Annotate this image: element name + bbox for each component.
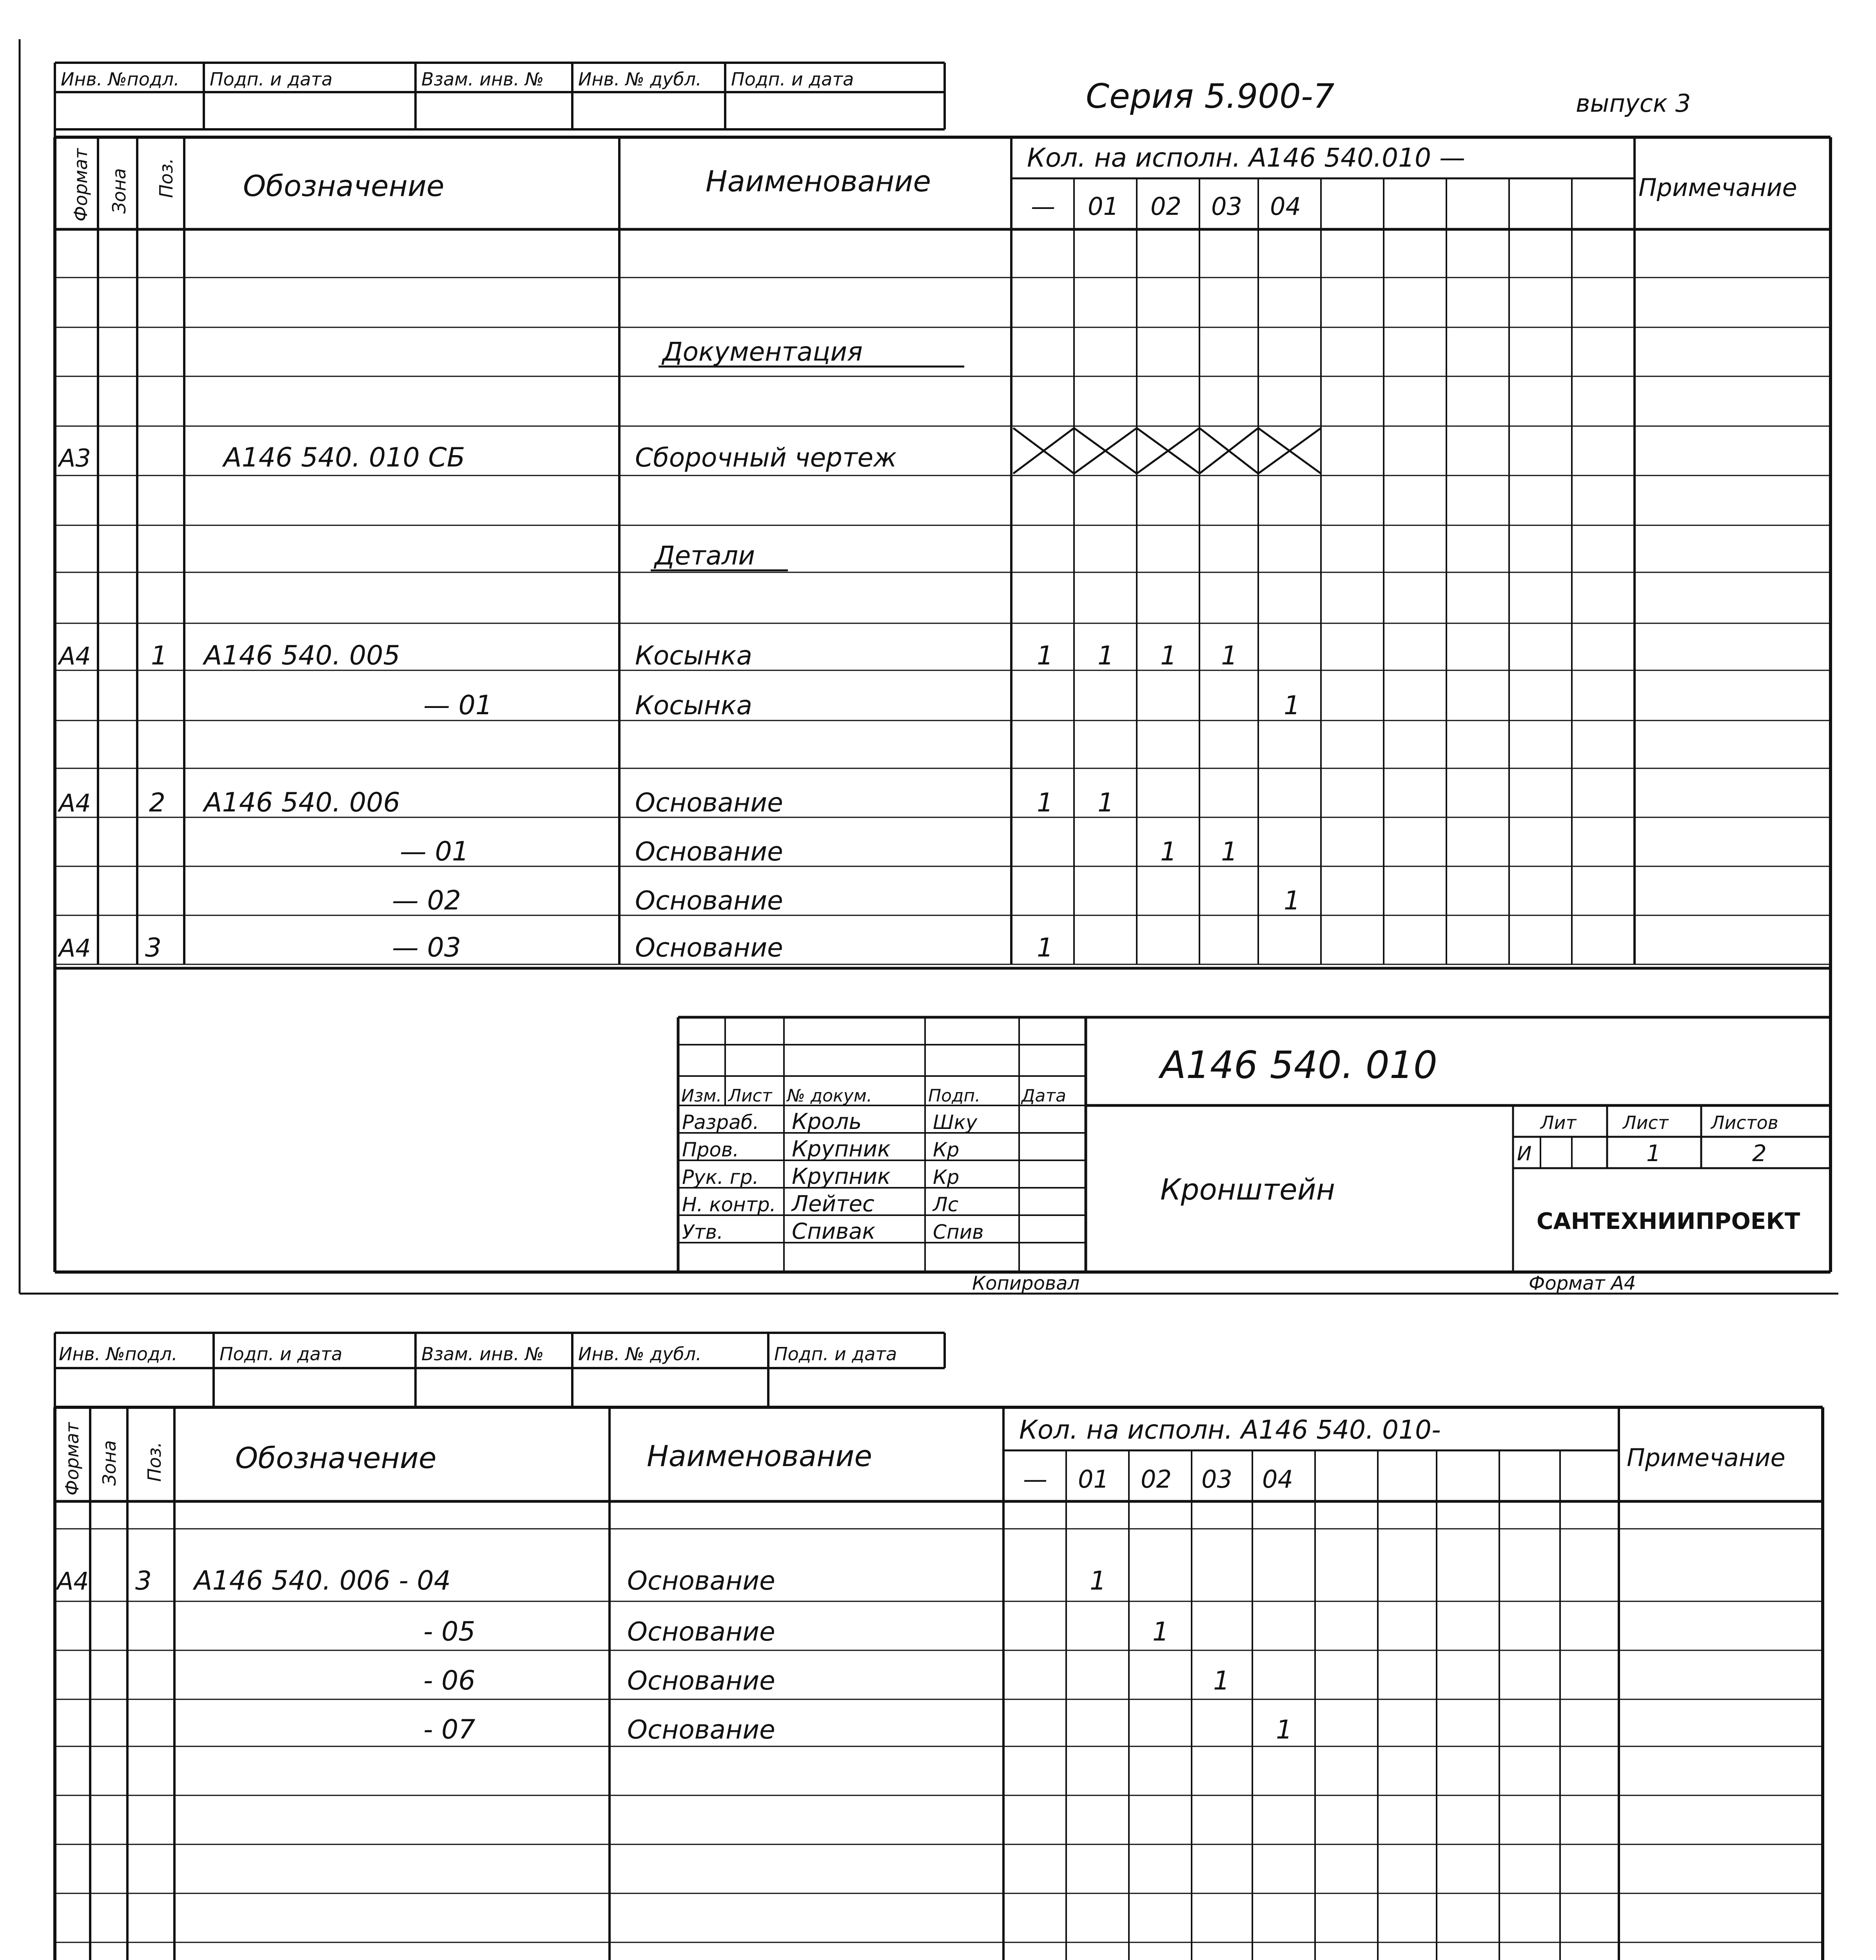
table-row <box>423 1714 1292 1745</box>
stamp-label: Подп. и дата <box>210 69 333 90</box>
cell-qty: 1 <box>1098 641 1114 671</box>
header-designation: Обозначение <box>235 1441 437 1475</box>
variant-header: 01 <box>1078 1465 1109 1494</box>
table-row <box>423 1616 1169 1647</box>
tb-label: Изм. <box>681 1086 722 1106</box>
cell-qty: 1 <box>1090 1566 1106 1596</box>
cell-qty: 1 <box>1037 933 1053 963</box>
sheets-total: 2 <box>1752 1140 1767 1167</box>
product-name: Кронштейн <box>1160 1173 1335 1207</box>
tb-label: Лист <box>728 1086 772 1106</box>
cell-format: А4 <box>59 642 91 670</box>
table-row <box>400 836 1237 867</box>
lit-value: И <box>1517 1142 1532 1165</box>
header-zone: Зона <box>99 1440 120 1486</box>
variant-header: 04 <box>1262 1465 1293 1494</box>
cell-designation: А146 540. 006 - 04 <box>194 1565 451 1596</box>
cell-designation: А146 540. 005 <box>204 640 400 671</box>
cell-designation: - 06 <box>423 1665 475 1696</box>
table-row <box>392 885 1300 916</box>
variant-header: — <box>1023 1465 1047 1494</box>
signature: Шку <box>933 1111 978 1134</box>
title-block-1 <box>678 1017 1831 1272</box>
header-note: Примечание <box>1627 1443 1785 1472</box>
variant-header: 02 <box>1150 192 1181 221</box>
cell-name: Основание <box>635 837 783 867</box>
cell-designation: — 01 <box>400 836 469 867</box>
stamp-label: Инв. № дубл. <box>578 69 702 90</box>
cell-qty: 1 <box>1037 641 1053 671</box>
variant-header: 03 <box>1201 1465 1232 1494</box>
series-label: Серия 5.900-7 <box>1086 77 1335 116</box>
signature: Кр <box>933 1138 960 1161</box>
cell-name: Основание <box>635 933 783 963</box>
cell-name: Основание <box>635 788 783 818</box>
stamp-label: Инв. №подл. <box>61 69 180 90</box>
cell-qty: 1 <box>1160 641 1177 671</box>
sheets-label: Листов <box>1711 1112 1778 1133</box>
header-qty: Кол. на исполн. А146 540. 010- <box>1019 1415 1441 1445</box>
cell-qty: 1 <box>1276 1715 1292 1745</box>
cell-pos: 3 <box>145 933 161 963</box>
role-label: Утв. <box>682 1221 723 1243</box>
header-zone: Зона <box>109 168 130 214</box>
cell-name: Основание <box>635 886 783 916</box>
crossed-cells <box>1013 428 1321 474</box>
cell-format: А4 <box>57 1567 89 1595</box>
stamp-label: Подп. и дата <box>731 69 854 90</box>
role-name: Крупник <box>792 1164 891 1189</box>
header-name: Наименование <box>706 165 931 198</box>
cell-format: А4 <box>59 789 91 817</box>
cell-name: Основание <box>627 1617 775 1647</box>
cell-designation: - 07 <box>423 1714 475 1745</box>
cell-designation: — 02 <box>392 885 461 916</box>
role-name: Крупник <box>792 1136 891 1162</box>
header-name: Наименование <box>647 1439 873 1473</box>
table-row <box>57 787 1114 818</box>
copied-label: Копировал <box>972 1272 1080 1294</box>
header-note: Примечание <box>1638 173 1797 202</box>
cell-designation: А146 540. 006 <box>204 787 400 818</box>
cell-designation: — 03 <box>392 932 461 963</box>
tb-label: № докум. <box>787 1086 872 1106</box>
header-format: Формат <box>62 1422 83 1495</box>
cell-qty: 1 <box>1284 886 1300 916</box>
cell-pos: 3 <box>135 1566 152 1596</box>
stamp-label: Взам. инв. № <box>421 1343 544 1365</box>
cell-qty: 1 <box>1221 641 1237 671</box>
tb-label: Дата <box>1021 1086 1066 1106</box>
role-label: Рук. гр. <box>682 1166 759 1189</box>
signature: Спив <box>933 1221 984 1243</box>
variant-header: — <box>1031 192 1055 221</box>
header-format: Формат <box>70 148 91 221</box>
role-name: Кроль <box>792 1109 862 1134</box>
role-label: Н. контр. <box>682 1193 776 1216</box>
stamp-label: Инв. №подл. <box>59 1343 178 1365</box>
header-designation: Обозначение <box>243 169 445 203</box>
header-pos: Поз. <box>156 158 177 198</box>
cell-format: А3 <box>59 444 91 472</box>
doc-number: А146 540. 010 <box>1160 1043 1437 1087</box>
spec-table-2 <box>55 1407 1823 1960</box>
format-label: Формат А4 <box>1529 1272 1636 1294</box>
cell-qty: 1 <box>1284 690 1300 720</box>
variant-header: 01 <box>1088 192 1119 221</box>
cell-qty: 1 <box>1098 788 1114 818</box>
org-name: САНТЕХНИИПРОЕКТ <box>1537 1208 1800 1234</box>
table-row <box>423 690 1300 721</box>
issue-label: выпуск 3 <box>1576 89 1691 118</box>
cell-pos: 2 <box>149 788 165 818</box>
cell-name: Основание <box>627 1566 775 1596</box>
cell-name: Косынка <box>635 641 753 671</box>
signature: Лс <box>933 1193 959 1216</box>
cell-qty: 1 <box>1152 1617 1169 1647</box>
table-row <box>57 932 1053 963</box>
table-row <box>423 1665 1230 1696</box>
role-name: Лейтес <box>792 1191 874 1217</box>
variant-header: 02 <box>1141 1465 1172 1494</box>
stamp-label: Подп. и дата <box>220 1343 343 1365</box>
cell-qty: 1 <box>1221 837 1237 867</box>
table-row <box>57 640 1237 671</box>
cell-designation: А146 540. 010 СБ <box>223 442 465 473</box>
cell-name: Сборочный чертеж <box>635 443 897 473</box>
cell-qty: 1 <box>1160 837 1177 867</box>
stamp-strip <box>55 1333 945 1407</box>
sheet-number: 1 <box>1646 1140 1661 1167</box>
variant-header: 04 <box>1270 192 1301 221</box>
role-label: Разраб. <box>682 1111 759 1134</box>
section-heading: Детали <box>655 541 755 571</box>
cell-qty: 1 <box>1037 788 1053 818</box>
sheet-1 <box>20 39 1838 1294</box>
variant-header: 03 <box>1211 192 1242 221</box>
stamp-label: Инв. № дубл. <box>578 1343 702 1365</box>
role-label: Пров. <box>682 1138 739 1161</box>
header-qty: Кол. на исполн. А146 540.010 — <box>1027 143 1465 173</box>
signature: Кр <box>933 1166 960 1189</box>
role-name: Спивак <box>792 1219 876 1244</box>
cell-qty: 1 <box>1213 1666 1230 1696</box>
sheet-2 <box>55 1333 1862 1960</box>
cell-name: Основание <box>627 1666 775 1696</box>
header-pos: Поз. <box>144 1442 165 1482</box>
cell-format: А4 <box>59 934 91 962</box>
stamp-strip <box>55 63 945 137</box>
stamp-label: Взам. инв. № <box>421 69 544 90</box>
cell-designation: - 05 <box>423 1616 475 1647</box>
lit-label: Лит <box>1540 1112 1577 1133</box>
cell-designation: — 01 <box>423 690 493 721</box>
cell-name: Косынка <box>635 690 753 720</box>
sheet-label: Лист <box>1623 1112 1669 1133</box>
cell-pos: 1 <box>151 641 167 671</box>
spec-table-1 <box>55 137 1831 968</box>
section-heading: Документация <box>662 337 863 367</box>
table-row <box>57 428 1321 474</box>
table-row <box>55 1565 1106 1596</box>
stamp-label: Подп. и дата <box>774 1343 897 1365</box>
tb-label: Подп. <box>928 1086 981 1106</box>
cell-name: Основание <box>627 1715 775 1745</box>
